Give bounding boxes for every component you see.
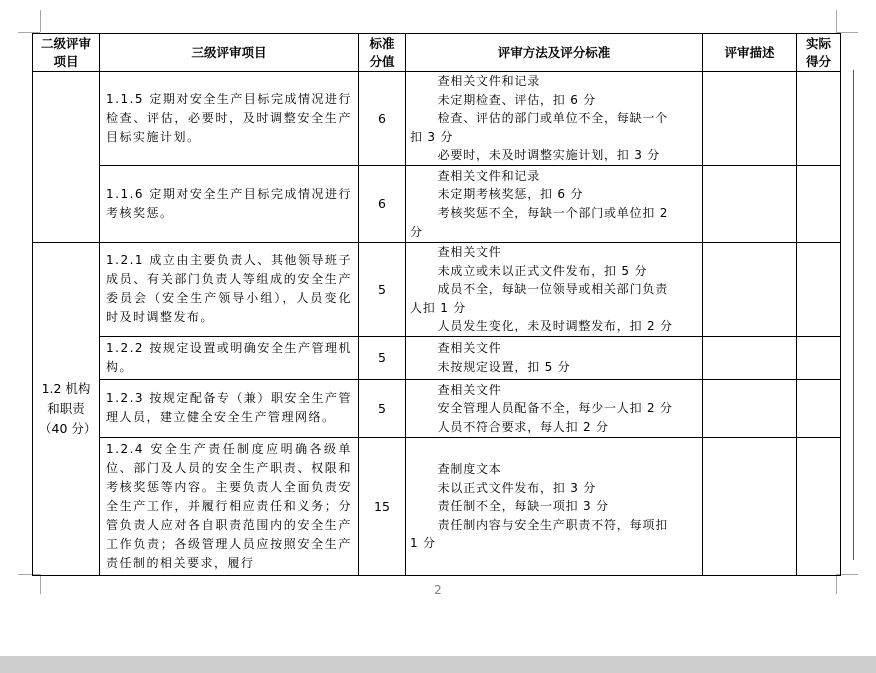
method-cell <box>406 336 703 379</box>
item-cell: 1.2.2 按规定设置或明确安全生产管理机构。 <box>100 336 359 379</box>
viewer-bottom-bar <box>0 656 876 673</box>
method-line: 成员不全，每缺一位领导或相关部门负责 <box>437 282 668 297</box>
method-line: 人扣 1 分 <box>410 300 467 315</box>
page-margin-line <box>853 70 854 560</box>
item-cell: 1.2.3 按规定配备专（兼）职安全生产管理人员，建立健全安全生产管理网络。 <box>100 379 359 437</box>
method-line: 检查、评估的部门或单位不全，每缺一个 <box>437 111 668 126</box>
method-line: 查相关文件和记录 <box>437 74 540 88</box>
description-cell <box>703 379 797 437</box>
table-row <box>33 336 841 379</box>
method-line: 人员发生变化，未及时调整发布，扣 2 分 <box>437 319 673 334</box>
item-cell: 1.2.4 安全生产责任制度应明确各级单位、部门及人员的安全生产职责、权限和考核奖惩等内容。主要负责人全面负责安全生产工作，并履行相应责任和义务；分管负责人应对各自职责范围内的安全生产工作负责；各级管理人员应按照安全生产责任制的相关要求，履行 <box>100 437 359 575</box>
method-cell <box>406 72 703 166</box>
method-cell <box>406 165 703 242</box>
method-line: 查相关文件 <box>437 341 502 356</box>
score-cell: 6 <box>359 72 406 166</box>
score-cell: 5 <box>359 379 406 437</box>
header-description: 评审描述 <box>703 34 797 72</box>
method-line: 未按规定设置，扣 5 分 <box>437 359 571 374</box>
method-cell <box>406 437 703 575</box>
method-line: 未成立或未以正式文件发布，扣 5 分 <box>437 263 648 278</box>
item-cell: 1.2.1 成立由主要负责人、其他领导班子成员、有关部门负责人等组成的安全生产委员会（安全生产领导小组），人员变化时及时调整发布。 <box>100 242 359 336</box>
score-cell: 6 <box>359 165 406 242</box>
actual-score-cell <box>797 336 841 379</box>
method-line: 扣 3 分 <box>410 129 454 144</box>
method-line: 分 <box>410 224 423 239</box>
header-actual-score: 实际得分 <box>797 34 841 72</box>
actual-score-cell <box>797 437 841 575</box>
item-cell: 1.1.5 定期对安全生产目标完成情况进行检查、评估，必要时，及时调整安全生产目标实施计划。 <box>100 72 359 166</box>
header-method: 评审方法及评分标准 <box>406 34 703 72</box>
method-line: 考核奖惩不全，每缺一个部门或单位扣 2 <box>437 205 669 220</box>
score-cell: 5 <box>359 336 406 379</box>
method-line: 人员不符合要求，每人扣 2 分 <box>437 419 609 434</box>
table-row <box>33 437 841 575</box>
description-cell <box>703 336 797 379</box>
method-line: 必要时，未及时调整实施计划，扣 3 分 <box>437 148 661 163</box>
table-row <box>33 379 841 437</box>
actual-score-cell <box>797 379 841 437</box>
description-cell <box>703 242 797 336</box>
category-cell-empty <box>33 72 100 243</box>
method-line: 查相关文件 <box>437 244 502 259</box>
method-line: 未定期检查、评估，扣 6 分 <box>437 92 597 107</box>
description-cell <box>703 72 797 166</box>
table-row <box>33 72 841 166</box>
score-cell: 15 <box>359 437 406 575</box>
description-cell <box>703 437 797 575</box>
header-level3: 三级评审项目 <box>100 34 359 72</box>
table-row <box>33 242 841 336</box>
item-cell: 1.1.6 定期对安全生产目标完成情况进行考核奖惩。 <box>100 165 359 242</box>
method-line: 查相关文件 <box>437 382 502 397</box>
method-line: 责任制内容与安全生产职责不符，每项扣 <box>437 517 668 532</box>
method-line: 查相关文件和记录 <box>437 168 540 183</box>
page-number: 2 <box>434 583 442 597</box>
method-cell <box>406 379 703 437</box>
score-cell: 5 <box>359 242 406 336</box>
actual-score-cell <box>797 242 841 336</box>
actual-score-cell <box>797 72 841 166</box>
evaluation-table <box>32 33 841 576</box>
crop-mark-top-right <box>836 10 837 32</box>
crop-mark-top-left <box>40 10 41 32</box>
method-line: 1 分 <box>410 536 436 551</box>
header-standard-score: 标准分值 <box>359 34 406 72</box>
header-level2: 二级评审项目 <box>33 34 100 72</box>
actual-score-cell <box>797 165 841 242</box>
method-line: 查制度文本 <box>437 461 502 476</box>
table-row <box>33 165 841 242</box>
method-line: 安全管理人员配备不全，每少一人扣 2 分 <box>437 401 673 416</box>
method-cell <box>406 242 703 336</box>
category-cell: 1.2 机构和职责（40 分） <box>33 242 100 575</box>
description-cell <box>703 165 797 242</box>
method-line: 责任制不全，每缺一项扣 3 分 <box>437 499 609 514</box>
table-header-row <box>33 34 841 72</box>
method-line: 未以正式文件发布，扣 3 分 <box>437 480 597 495</box>
method-line: 未定期考核奖惩，扣 6 分 <box>437 187 584 202</box>
